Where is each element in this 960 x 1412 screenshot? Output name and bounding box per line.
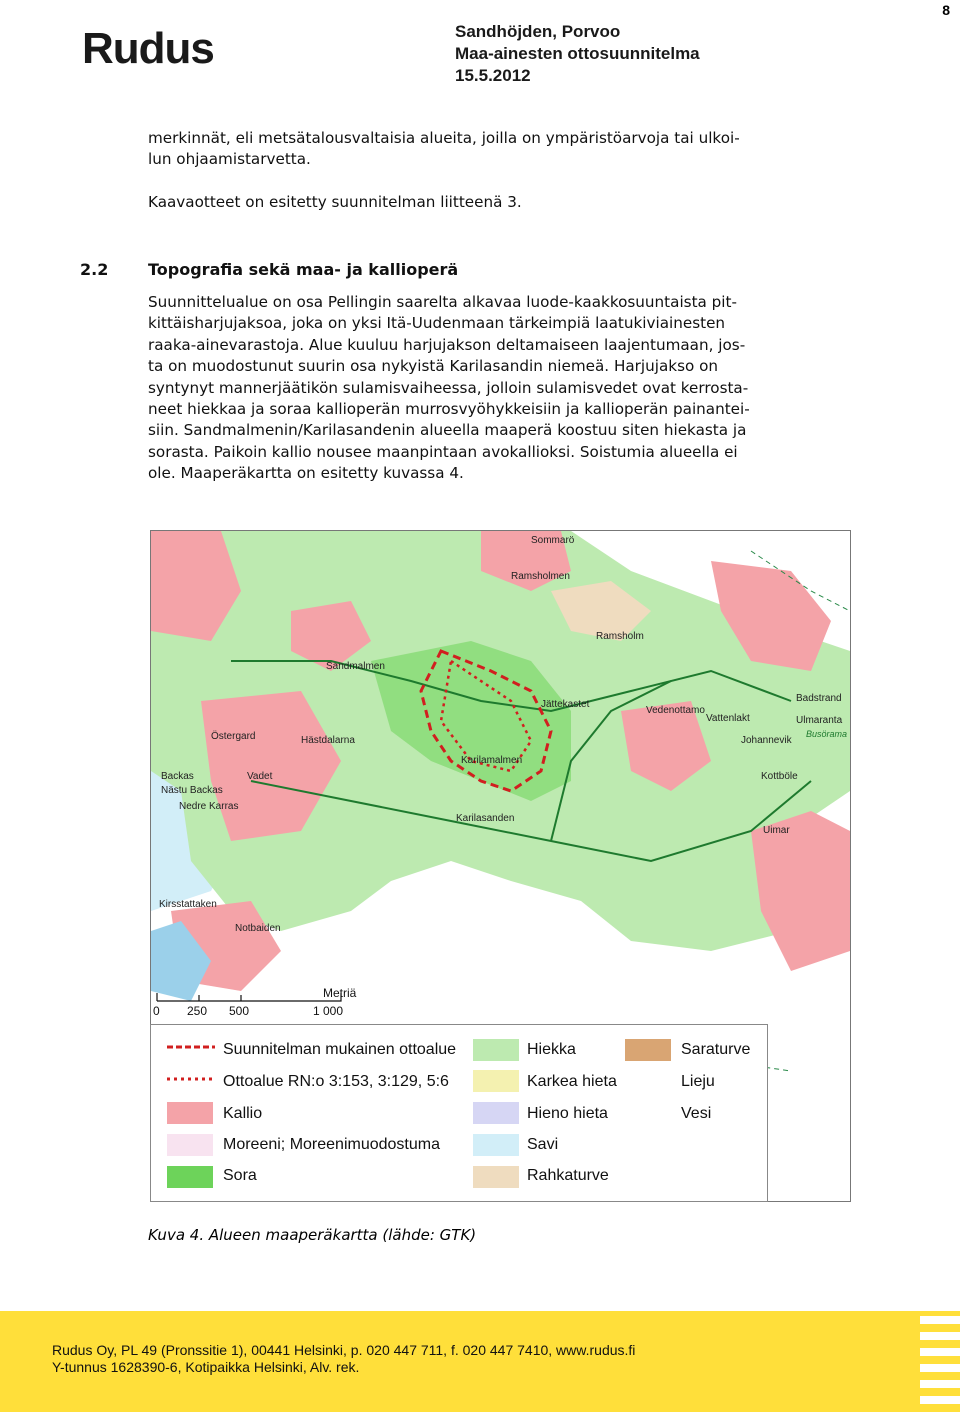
header-location: Sandhöjden, Porvoo bbox=[455, 22, 621, 41]
place-name: Nästu Backas bbox=[161, 785, 223, 796]
place-name: Nedre Karras bbox=[179, 801, 239, 812]
text-line: siin. Sandmalmenin/Karilasandenin alueella maaperä koostuu siten hiekasta ja bbox=[148, 421, 747, 440]
place-name: Ulmaranta bbox=[796, 715, 843, 726]
text-line: ole. Maaperäkartta on esitetty kuvassa 4. bbox=[148, 464, 464, 483]
text-line: lun ohjaamistarvetta. bbox=[148, 150, 311, 169]
place-name: Vedenottamo bbox=[646, 705, 705, 716]
legend-swatch bbox=[473, 1134, 519, 1156]
place-name: Badstrand bbox=[796, 693, 842, 704]
footer-stripe bbox=[920, 1396, 960, 1404]
legend-swatch-dashed bbox=[167, 1041, 215, 1053]
footer-stripe bbox=[920, 1316, 960, 1324]
legend-swatch bbox=[473, 1166, 519, 1188]
legend-label: Saraturve bbox=[681, 1041, 751, 1058]
legend-label: Kallio bbox=[223, 1105, 263, 1122]
legend-swatch bbox=[625, 1102, 671, 1124]
text-line: merkinnät, eli metsätalousvaltaisia alueita, joilla on ympäristöarvoja tai ulkoi- bbox=[148, 129, 740, 147]
legend-swatch bbox=[625, 1070, 671, 1092]
text-line: ta on muodostunut suurin osa nykyistä Karilasandin niemeä. Harjujakso on bbox=[148, 357, 719, 376]
legend-swatch bbox=[473, 1039, 519, 1061]
footer-stripe bbox=[920, 1332, 960, 1340]
legend-label: Sora bbox=[223, 1167, 257, 1184]
scale-tick: 0 bbox=[153, 1004, 160, 1018]
kaava-paragraph: Kaavaotteet on esitetty suunnitelman liitteenä 3. bbox=[148, 193, 522, 211]
footer-address: Rudus Oy, PL 49 (Pronssitie 1), 00441 Helsinki, p. 020 447 711, f. 020 447 7410, www.rudus.fi bbox=[52, 1342, 636, 1358]
place-name: Vadet bbox=[247, 771, 273, 782]
place-name: Jättekastet bbox=[541, 699, 590, 710]
legend-label: Lieju bbox=[681, 1073, 715, 1090]
place-name: Kirsstattaken bbox=[159, 899, 217, 910]
text-line: syntynyt mannerjäätikön sulamisvaiheessa, jolloin sulamisvedet ovat kerrosta- bbox=[148, 378, 749, 397]
place-name: Hästdalarna bbox=[301, 735, 355, 746]
place-name: Kottböle bbox=[761, 771, 798, 782]
page-number: 8 bbox=[942, 2, 950, 18]
scale-tick: 1 000 bbox=[313, 1004, 344, 1018]
legend-swatch bbox=[625, 1039, 671, 1061]
text-line: kittäisharjujaksoa, joka on yksi Itä-Uudenmaan tärkeimpiä laatukiviainesten bbox=[148, 314, 726, 333]
legend-label: Suunnitelman mukainen ottoalue bbox=[223, 1041, 457, 1058]
section-number: 2.2 bbox=[80, 260, 109, 279]
legend-swatch bbox=[167, 1102, 213, 1124]
footer-stripe bbox=[920, 1364, 960, 1372]
legend-label: Hieno hieta bbox=[527, 1105, 608, 1122]
legend-label: Moreeni; Moreenimuodostuma bbox=[223, 1136, 440, 1153]
text-line: sorasta. Paikoin kallio nousee maanpintaan avokallioksi. Soistumia alueella ei bbox=[148, 442, 738, 461]
place-name: Ramsholmen bbox=[511, 571, 570, 582]
place-name: Östergard bbox=[211, 731, 256, 742]
rudus-logo: Rudus bbox=[82, 24, 214, 73]
header-document-title: Maa-ainesten ottosuunnitelma bbox=[455, 44, 700, 63]
place-name: Karilasanden bbox=[456, 813, 515, 824]
place-name: Karilamalmen bbox=[461, 755, 523, 766]
text-line: raaka-ainevarastoja. Alue kuuluu harjujakson deltamaiseen laajentumaan, jos- bbox=[148, 335, 746, 354]
map-legend bbox=[150, 1024, 768, 1202]
legend-label: Hiekka bbox=[527, 1041, 576, 1058]
scale-title: Metriä bbox=[323, 986, 357, 1000]
place-name: Vattenlakt bbox=[706, 713, 750, 724]
legend-swatch-dotted bbox=[167, 1073, 215, 1085]
header-date: 15.5.2012 bbox=[455, 66, 531, 85]
footer-stripe bbox=[920, 1348, 960, 1356]
place-name: Busörama bbox=[806, 729, 848, 739]
figure-caption: Kuva 4. Alueen maaperäkartta (lähde: GTK) bbox=[148, 1226, 477, 1244]
scale-tick: 250 bbox=[187, 1004, 208, 1018]
place-name: Sommarö bbox=[531, 535, 575, 546]
legend-label: Ottoalue RN:o 3:153, 3:129, 5:6 bbox=[223, 1073, 449, 1090]
text-line: Suunnittelualue on osa Pellingin saarelta alkavaa luode-kaakkosuuntaista pit- bbox=[148, 293, 737, 311]
place-name: Sandmalmen bbox=[326, 661, 385, 672]
intro-paragraph bbox=[148, 128, 740, 171]
footer-stripe bbox=[920, 1380, 960, 1388]
place-name: Johannevik bbox=[741, 735, 792, 746]
legend-label: Rahkaturve bbox=[527, 1167, 609, 1184]
legend-swatch bbox=[473, 1070, 519, 1092]
place-name: Notbaiden bbox=[235, 923, 281, 934]
section-title: Topografia sekä maa- ja kallioperä bbox=[148, 260, 459, 279]
legend-swatch bbox=[473, 1102, 519, 1124]
legend-swatch bbox=[167, 1166, 213, 1188]
place-name: Backas bbox=[161, 771, 194, 782]
legend-swatch bbox=[167, 1134, 213, 1156]
footer-company-id: Y-tunnus 1628390-6, Kotipaikka Helsinki, Alv. rek. bbox=[52, 1359, 360, 1375]
legend-label: Savi bbox=[527, 1136, 559, 1153]
section-paragraph bbox=[148, 292, 858, 485]
place-name: Ramsholm bbox=[596, 631, 644, 642]
text-line: neet hiekkaa ja soraa kallioperän murrosvyöhykkeisiin ja kallioperän painantei- bbox=[148, 400, 750, 419]
place-name: Uimar bbox=[763, 825, 790, 836]
legend-label: Karkea hieta bbox=[527, 1073, 617, 1090]
scale-tick: 500 bbox=[229, 1004, 250, 1018]
legend-label: Vesi bbox=[681, 1105, 712, 1122]
